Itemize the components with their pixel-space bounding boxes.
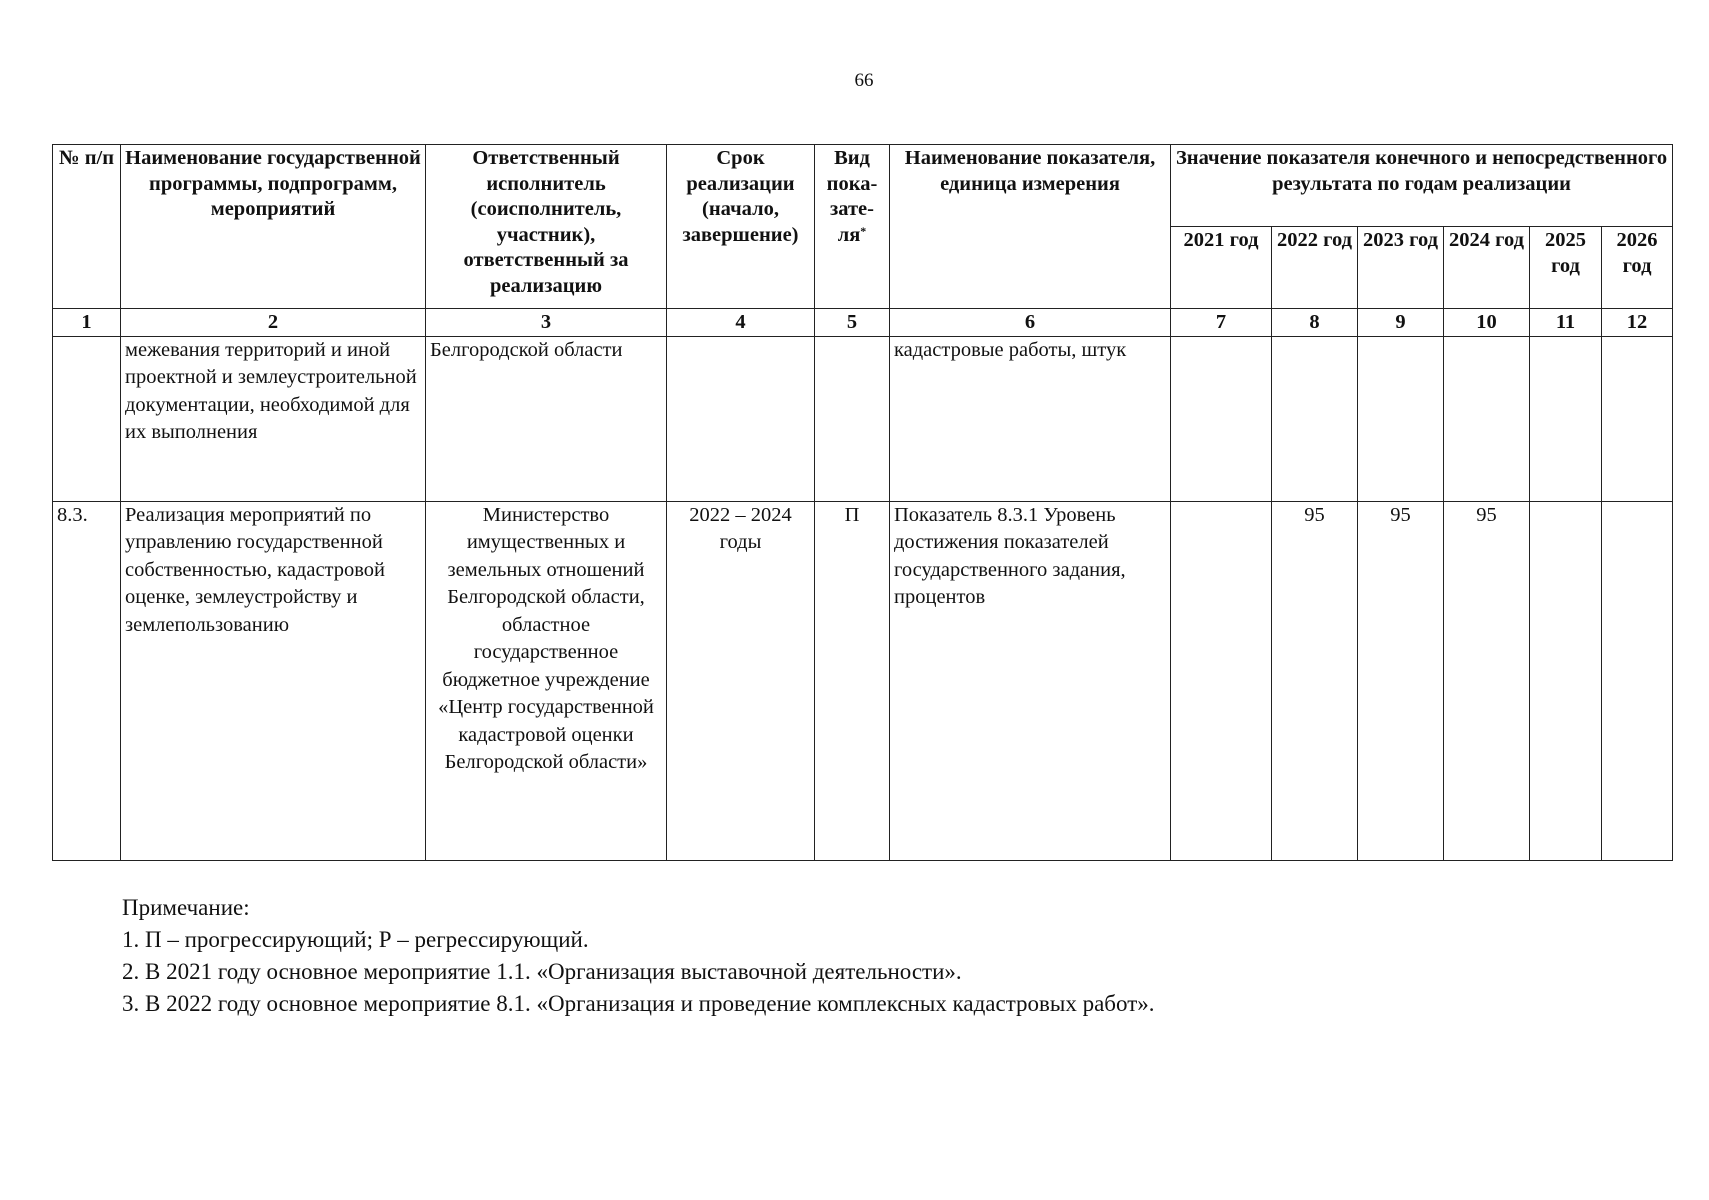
- column-number: 11: [1530, 309, 1602, 337]
- column-number: 3: [426, 309, 667, 337]
- row-value: 95: [1358, 501, 1444, 860]
- column-number: 5: [815, 309, 890, 337]
- header-type-label: Вид пока-зате-ля: [826, 147, 878, 246]
- table-row: [53, 336, 1673, 501]
- row-type: [815, 336, 890, 501]
- row-value: [1444, 336, 1530, 501]
- row-value: 95: [1444, 501, 1530, 860]
- row-num: [53, 336, 121, 501]
- row-value: [1272, 336, 1358, 501]
- header-indicator: Наименование показателя, единица измерения: [890, 145, 1171, 309]
- row-program: Реализация мероприятий по управлению государственной собственностью, кадастровой оценке, землеустройству и землепользованию: [121, 501, 426, 860]
- row-value: [1602, 336, 1673, 501]
- header-row: [53, 145, 1673, 227]
- note-item: 2. В 2021 году основное мероприятие 1.1. «Организация выставочной деятельности».: [122, 959, 962, 984]
- header-executor: Ответственный исполнитель (соисполнитель, участник), ответственный за реализацию: [426, 145, 667, 309]
- row-term: [667, 336, 815, 501]
- row-value: [1171, 501, 1272, 860]
- header-year: 2026 год: [1602, 227, 1673, 309]
- row-indicator: Показатель 8.3.1 Уровень достижения показателей государственного задания, процентов: [890, 501, 1171, 860]
- row-executor: Белгородской области: [426, 336, 667, 501]
- header-year: 2021 год: [1171, 227, 1272, 309]
- header-type: [815, 145, 890, 309]
- header-values-group: Значение показателя конечного и непосредственного результата по годам реализации: [1171, 145, 1673, 227]
- row-value: 95: [1272, 501, 1358, 860]
- column-number: 2: [121, 309, 426, 337]
- note-item: 3. В 2022 году основное мероприятие 8.1. «Организация и проведение комплексных кадастровых работ».: [122, 991, 1155, 1016]
- indicators-table: [52, 144, 1673, 861]
- row-value: [1602, 501, 1673, 860]
- row-term: 2022 – 2024 годы: [667, 501, 815, 860]
- row-value: [1530, 501, 1602, 860]
- row-value: [1530, 336, 1602, 501]
- row-value: [1171, 336, 1272, 501]
- page-number: 66: [854, 70, 874, 91]
- header-year: 2025 год: [1530, 227, 1602, 309]
- notes-title: Примечание:: [122, 895, 250, 920]
- column-numbers-row: [53, 309, 1673, 337]
- header-term: Срок реализации (начало, завершение): [667, 145, 815, 309]
- header-year: 2023 год: [1358, 227, 1444, 309]
- column-number: 10: [1444, 309, 1530, 337]
- note-item: 1. П – прогрессирующий; Р – регрессирующий.: [122, 927, 589, 952]
- row-num: 8.3.: [53, 501, 121, 860]
- header-program: Наименование государственной программы, подпрограмм, мероприятий: [121, 145, 426, 309]
- table-row: [53, 501, 1673, 860]
- header-year: 2024 год: [1444, 227, 1530, 309]
- header-type-mark: *: [860, 223, 867, 238]
- column-number: 7: [1171, 309, 1272, 337]
- header-num: № п/п: [53, 145, 121, 309]
- column-number: 1: [53, 309, 121, 337]
- column-number: 6: [890, 309, 1171, 337]
- column-number: 9: [1358, 309, 1444, 337]
- header-year: 2022 год: [1272, 227, 1358, 309]
- row-executor: Министерство имущественных и земельных отношений Белгородской области, областное государственное бюджетное учреждение «Центр государственной кадастровой оценки Белгородской области»: [426, 501, 667, 860]
- column-number: 12: [1602, 309, 1673, 337]
- row-type: П: [815, 501, 890, 860]
- column-number: 4: [667, 309, 815, 337]
- row-program: межевания территорий и иной проектной и землеустроительной документации, необходимой для их выполнения: [121, 336, 426, 501]
- row-indicator: кадастровые работы, штук: [890, 336, 1171, 501]
- column-number: 8: [1272, 309, 1358, 337]
- notes-block: [122, 892, 1155, 1020]
- row-value: [1358, 336, 1444, 501]
